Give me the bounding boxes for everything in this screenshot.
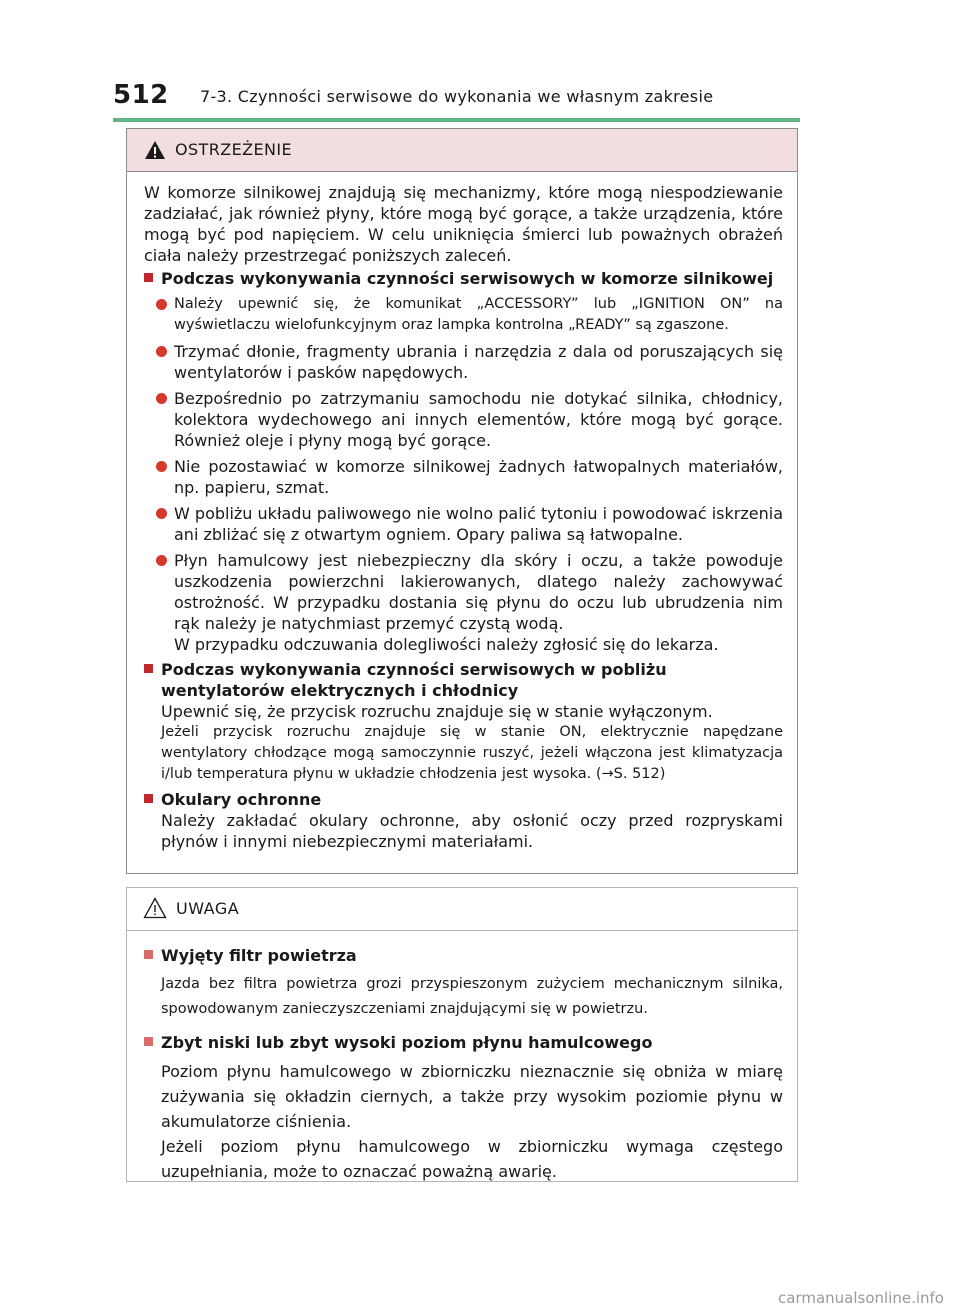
section-title: 7-3. Czynności serwisowe do wykonania we własnym zakresie xyxy=(200,87,714,106)
warning-bullet: Należy upewnić się, że komunikat „ACCESSORY” lub „IGNITION ON” na wyświetlaczu wielofunkcyjnym oraz lampka kontrolna „READY” są zgaszone. xyxy=(144,294,783,336)
caution-box xyxy=(126,887,798,1182)
bullet-dot-icon xyxy=(156,555,167,566)
warning-header xyxy=(127,129,797,172)
glasses-text: Należy zakładać okulary ochronne, aby osłonić oczy przed rozpryskami płynów i innymi niebezpiecznymi materiałami. xyxy=(161,811,783,851)
square-bullet-icon xyxy=(144,1037,153,1046)
caution-subheading: Zbyt niski lub zbyt wysoki poziom płynu hamulcowego xyxy=(144,1030,783,1055)
warning-body xyxy=(127,172,797,852)
brake-fluid-text-1: Poziom płynu hamulcowego w zbiorniczku nieznacznie się obniża w miarę zużywania się okładzin ciernych, a także przy wysokim poziomie płynu w akumulatorze ciśnienia. xyxy=(161,1062,783,1131)
warning-subheading: Podczas wykonywania czynności serwisowych w pobliżu wentylatorów elektrycznych i chłodnicy xyxy=(144,659,783,701)
fan-text-2: Jeżeli przycisk rozruchu znajduje się w stanie ON, elektrycznie napędzane wentylatory chłodzące mogą samoczynnie ruszyć, jeżeli włączona jest klimatyzacja i/lub temperatura płynu w układzie chłodzenia jest wysoka. (→S. 512) xyxy=(161,724,783,782)
warning-triangle-icon xyxy=(144,140,166,160)
warning-box xyxy=(126,128,798,874)
square-bullet-icon xyxy=(144,950,153,959)
warning-bullet: Nie pozostawiać w komorze silnikowej żadnych łatwopalnych materiałów, np. papieru, szmat. xyxy=(144,456,783,498)
header-rule xyxy=(113,118,800,122)
warning-bullet: Trzymać dłonie, fragmenty ubrania i narzędzia z dala od poruszających się wentylatorów i pasków napędowych. xyxy=(144,341,783,383)
warning-subheading: Okulary ochronne xyxy=(144,789,783,810)
warning-bullet: Płyn hamulcowy jest niebezpieczny dla skóry i oczu, a także powoduje uszkodzenia powierzchni lakierowanych, dlatego należy zachowywać ostrożność. W przypadku dostania się płynu do oczu lub ubrudzenia nim rąk należy je natychmiast przemyć czystą wodą. W przypadku odczuwania dolegliwości należy zgłosić się do lekarza. xyxy=(144,550,783,655)
bullet-dot-icon xyxy=(156,508,167,519)
caution-triangle-icon xyxy=(143,897,167,919)
warning-title: OSTRZEŻENIE xyxy=(175,140,292,159)
watermark: carmanualsonline.info xyxy=(778,1289,944,1307)
arrow-right-icon: → xyxy=(601,766,614,782)
brake-fluid-text-2: Jeżeli poziom płynu hamulcowego w zbiorniczku wymaga częstego uzupełniania, może to oznaczać poważną awarię. xyxy=(161,1137,783,1181)
square-bullet-icon xyxy=(144,794,153,803)
warning-subheading: Podczas wykonywania czynności serwisowych w komorze silnikowej xyxy=(144,268,783,289)
caution-header xyxy=(127,888,797,931)
warning-bullet: W pobliżu układu paliwowego nie wolno palić tytoniu i powodować iskrzenia ani zbliżać się z otwartym ogniem. Opary paliwa są łatwopalne. xyxy=(144,503,783,545)
page-header xyxy=(113,80,763,112)
bullet-dot-icon xyxy=(156,346,167,357)
square-bullet-icon xyxy=(144,664,153,673)
caution-body xyxy=(127,931,797,1184)
caution-title: UWAGA xyxy=(176,899,240,918)
bullet-dot-icon xyxy=(156,461,167,472)
warning-bullet: Bezpośrednio po zatrzymaniu samochodu nie dotykać silnika, chłodnicy, kolektora wydechowego ani innych elementów, które mogą być gorące. Również oleje i płyny mogą być gorące. xyxy=(144,388,783,451)
bullet-dot-icon xyxy=(156,393,167,404)
caution-subheading: Wyjęty filtr powietrza xyxy=(144,943,783,968)
warning-intro: W komorze silnikowej znajdują się mechanizmy, które mogą niespodziewanie zadziałać, jak również płyny, które mogą być gorące, a także urządzenia, które mogą być pod napięciem. W celu uniknięcia śmierci lub poważnych obrażeń ciała należy przestrzegać poniższych zaleceń. xyxy=(144,183,783,265)
square-bullet-icon xyxy=(144,273,153,282)
air-filter-text: Jazda bez filtra powietrza grozi przyspieszonym zużyciem mechanicznym silnika, spowodowanym zanieczyszczeniami znajdującymi się w powietrzu. xyxy=(161,976,783,1017)
fan-text-1: Upewnić się, że przycisk rozruchu znajduje się w stanie wyłączonym. xyxy=(161,702,713,721)
page-number: 512 xyxy=(113,80,169,110)
bullet-dot-icon xyxy=(156,299,167,310)
